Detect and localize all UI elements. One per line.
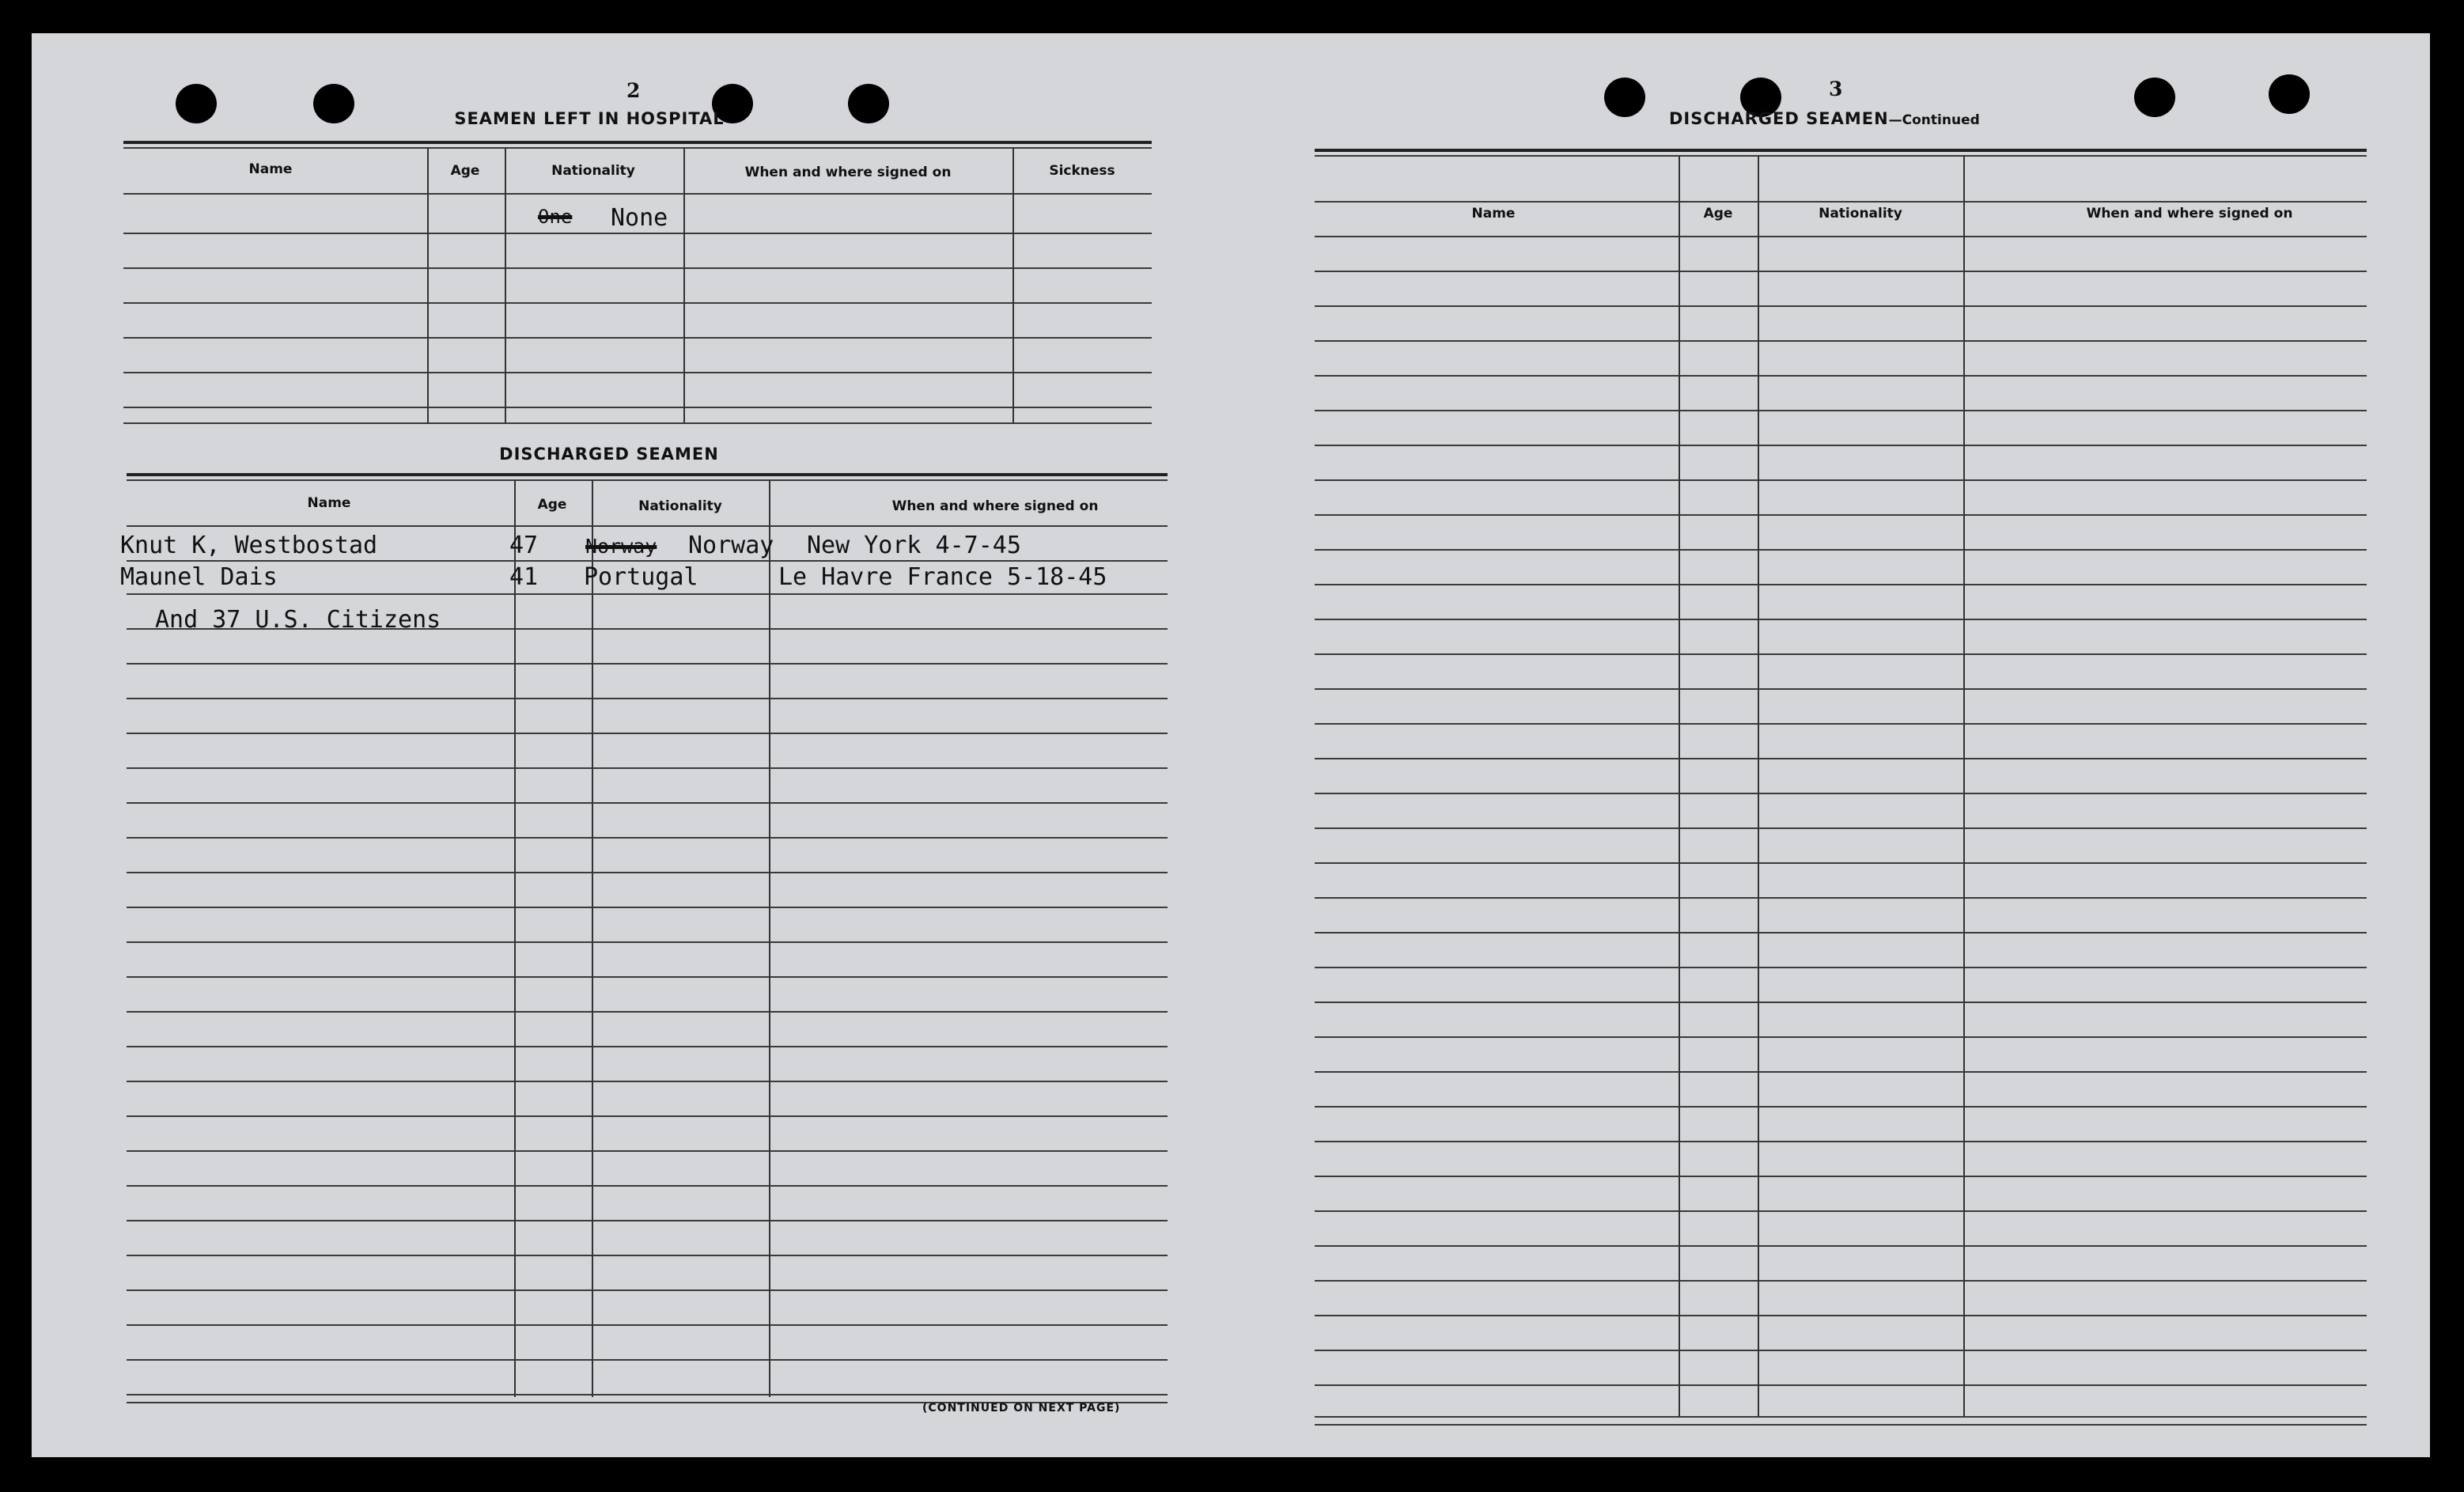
seaman-name: Knut K, Westbostad [120,532,378,559]
seaman-signed-on: Le Havre France 5-18-45 [778,563,1107,591]
page-number-right: 3 [1829,78,1843,100]
seaman-nationality: Portugal [584,563,698,591]
seaman-age: 41 [509,563,539,591]
seaman-nationality-struck: Norway [585,535,657,558]
column-header: Age [450,163,480,179]
column-header: Sickness [1049,163,1115,179]
seaman-nationality: Norway [688,532,774,559]
punch-hole [176,84,217,123]
column-header: Name [248,161,293,177]
section-title: DISCHARGED SEAMEN [1669,109,1889,128]
column-header: When and where signed on [2086,206,2293,222]
hospital-section-title: SEAMEN LEFT IN HOSPITAL [454,109,725,128]
column-header: Nationality [1819,206,1902,222]
hospital-entry: None [611,204,668,232]
column-header: Nationality [638,498,722,514]
column-header: Age [1703,206,1733,222]
column-header: When and where signed on [744,165,952,180]
discharged-section-title: DISCHARGED SEAMEN [499,445,719,464]
column-header: When and where signed on [891,498,1099,514]
seaman-name: Maunel Dais [120,563,278,591]
punch-hole [2134,78,2175,117]
citizens-note: And 37 U.S. Citizens [155,606,441,634]
continued-suffix: —Continued [1888,112,1980,128]
column-header: Nationality [551,163,635,179]
hospital-entry-struck: One [538,206,573,228]
punch-hole [313,84,354,123]
seaman-age: 47 [509,532,539,559]
seaman-signed-on: New York 4-7-45 [807,532,1021,559]
punch-hole [848,84,889,123]
hospital-table [123,141,1152,430]
discharged-continued-title [1669,109,2001,128]
discharged-continued-table [1315,149,2367,1430]
column-header: Age [537,497,567,513]
page-number-left: 2 [626,79,641,102]
column-header: Name [1471,206,1516,222]
column-header: Name [307,495,351,511]
punch-hole [2269,74,2310,114]
register-sheet [32,33,2430,1457]
punch-hole [1604,78,1645,117]
continued-footer: (CONTINUED ON NEXT PAGE) [922,1402,1121,1414]
